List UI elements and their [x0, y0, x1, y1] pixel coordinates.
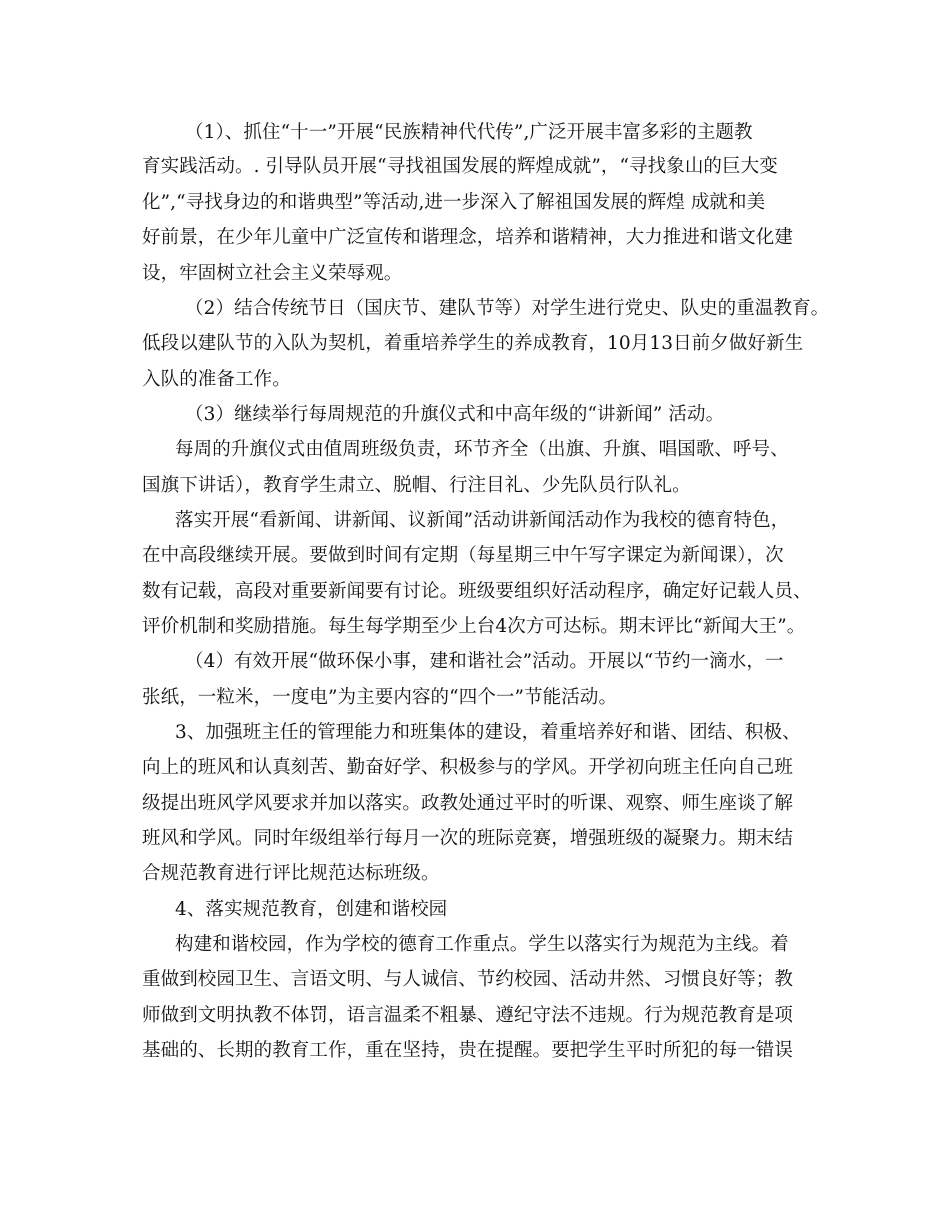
text-line: 每周的升旗仪式由值周班级负责，环节齐全（出旗、升旗、唱国歌、呼号、 [175, 439, 789, 460]
text-line: 班风和学风。同时年级组举行每月一次的班际竞赛，增强班级的凝聚力。期末结 [142, 828, 794, 849]
text-line: 构建和谐校园，作为学校的德育工作重点。学生以落实行为规范为主线。着 [175, 934, 789, 955]
text-line: 向上的班风和认真刻苦、勤奋好学、积极参与的学风。开学初向班主任向自己班 [142, 757, 794, 778]
section-heading: 4、落实规范教育，创建和谐校园 [175, 899, 448, 920]
text-line: 设，牢固树立社会主义荣辱观。 [142, 263, 403, 284]
text-line: （2）结合传统节日（国庆节、建队节等）对学生进行党史、队史的重温教育。 [185, 298, 830, 319]
text-line: 基础的、长期的教育工作，重在坚持，贵在提醒。要把学生平时所犯的每一错误 [142, 1040, 794, 1061]
text-line: 师做到文明执教不体罚，语言温柔不粗暴、遵纪守法不违规。行为规范教育是项 [142, 1005, 794, 1026]
text-line: 重做到校园卫生、言语文明、与人诚信、节约校园、活动井然、习惯良好等；教 [142, 969, 794, 990]
text-line: 评价机制和奖励措施。每生每学期至少上台4次方可达标。期末评比“新闻大王”。 [142, 616, 806, 637]
text-line: 化”,“寻找身边的和谐典型”等活动,进一步深入了解祖国发展的辉煌 成就和美 [142, 192, 766, 213]
text-line: 级提出班风学风要求并加以落实。政教处通过平时的听课、观察、师生座谈了解 [142, 793, 794, 814]
text-line: 落实开展“看新闻、讲新闻、议新闻”活动讲新闻活动作为我校的德育特色， [175, 510, 790, 531]
text-line: （1）、抓住“十一”开展“民族精神代代传”,广泛开展丰富多彩的主题教 [185, 122, 753, 143]
text-line: 合规范教育进行评比规范达标班级。 [142, 863, 440, 884]
text-line: 育实践活动。. 引导队员开展“寻找祖国发展的辉煌成就”，“寻找象山的巨大变 [142, 156, 778, 177]
text-line: （3）继续举行每周规范的升旗仪式和中高年级的“讲新闻” 活动。 [185, 404, 725, 425]
text-line: 数有记载，高段对重要新闻要有讨论。班级要组织好活动程序，确定好记载人员、 [142, 581, 812, 602]
text-line: 张纸，一粒米，一度电”为主要内容的“四个一”节能活动。 [142, 687, 618, 708]
text-line: （4）有效开展“做环保小事，建和谐社会”活动。开展以“节约一滴水，一 [185, 651, 784, 672]
text-line: 入队的准备工作。 [142, 369, 291, 390]
text-line: 好前景，在少年儿童中广泛宣传和谐理念，培养和谐精神，大力推进和谐文化建 [142, 227, 794, 248]
text-line: 低段以建队节的入队为契机，着重培养学生的养成教育，10月13日前夕做好新生 [142, 333, 804, 354]
text-line: 在中高段继续开展。要做到时间有定期（每星期三中午写字课定为新闻课），次 [142, 545, 784, 566]
text-line: 3、加强班主任的管理能力和班集体的建设，着重培养好和谐、团结、积极、 [175, 722, 801, 743]
text-line: 国旗下讲话），教育学生肃立、脱帽、行注目礼、少先队员行队礼。 [142, 475, 691, 496]
